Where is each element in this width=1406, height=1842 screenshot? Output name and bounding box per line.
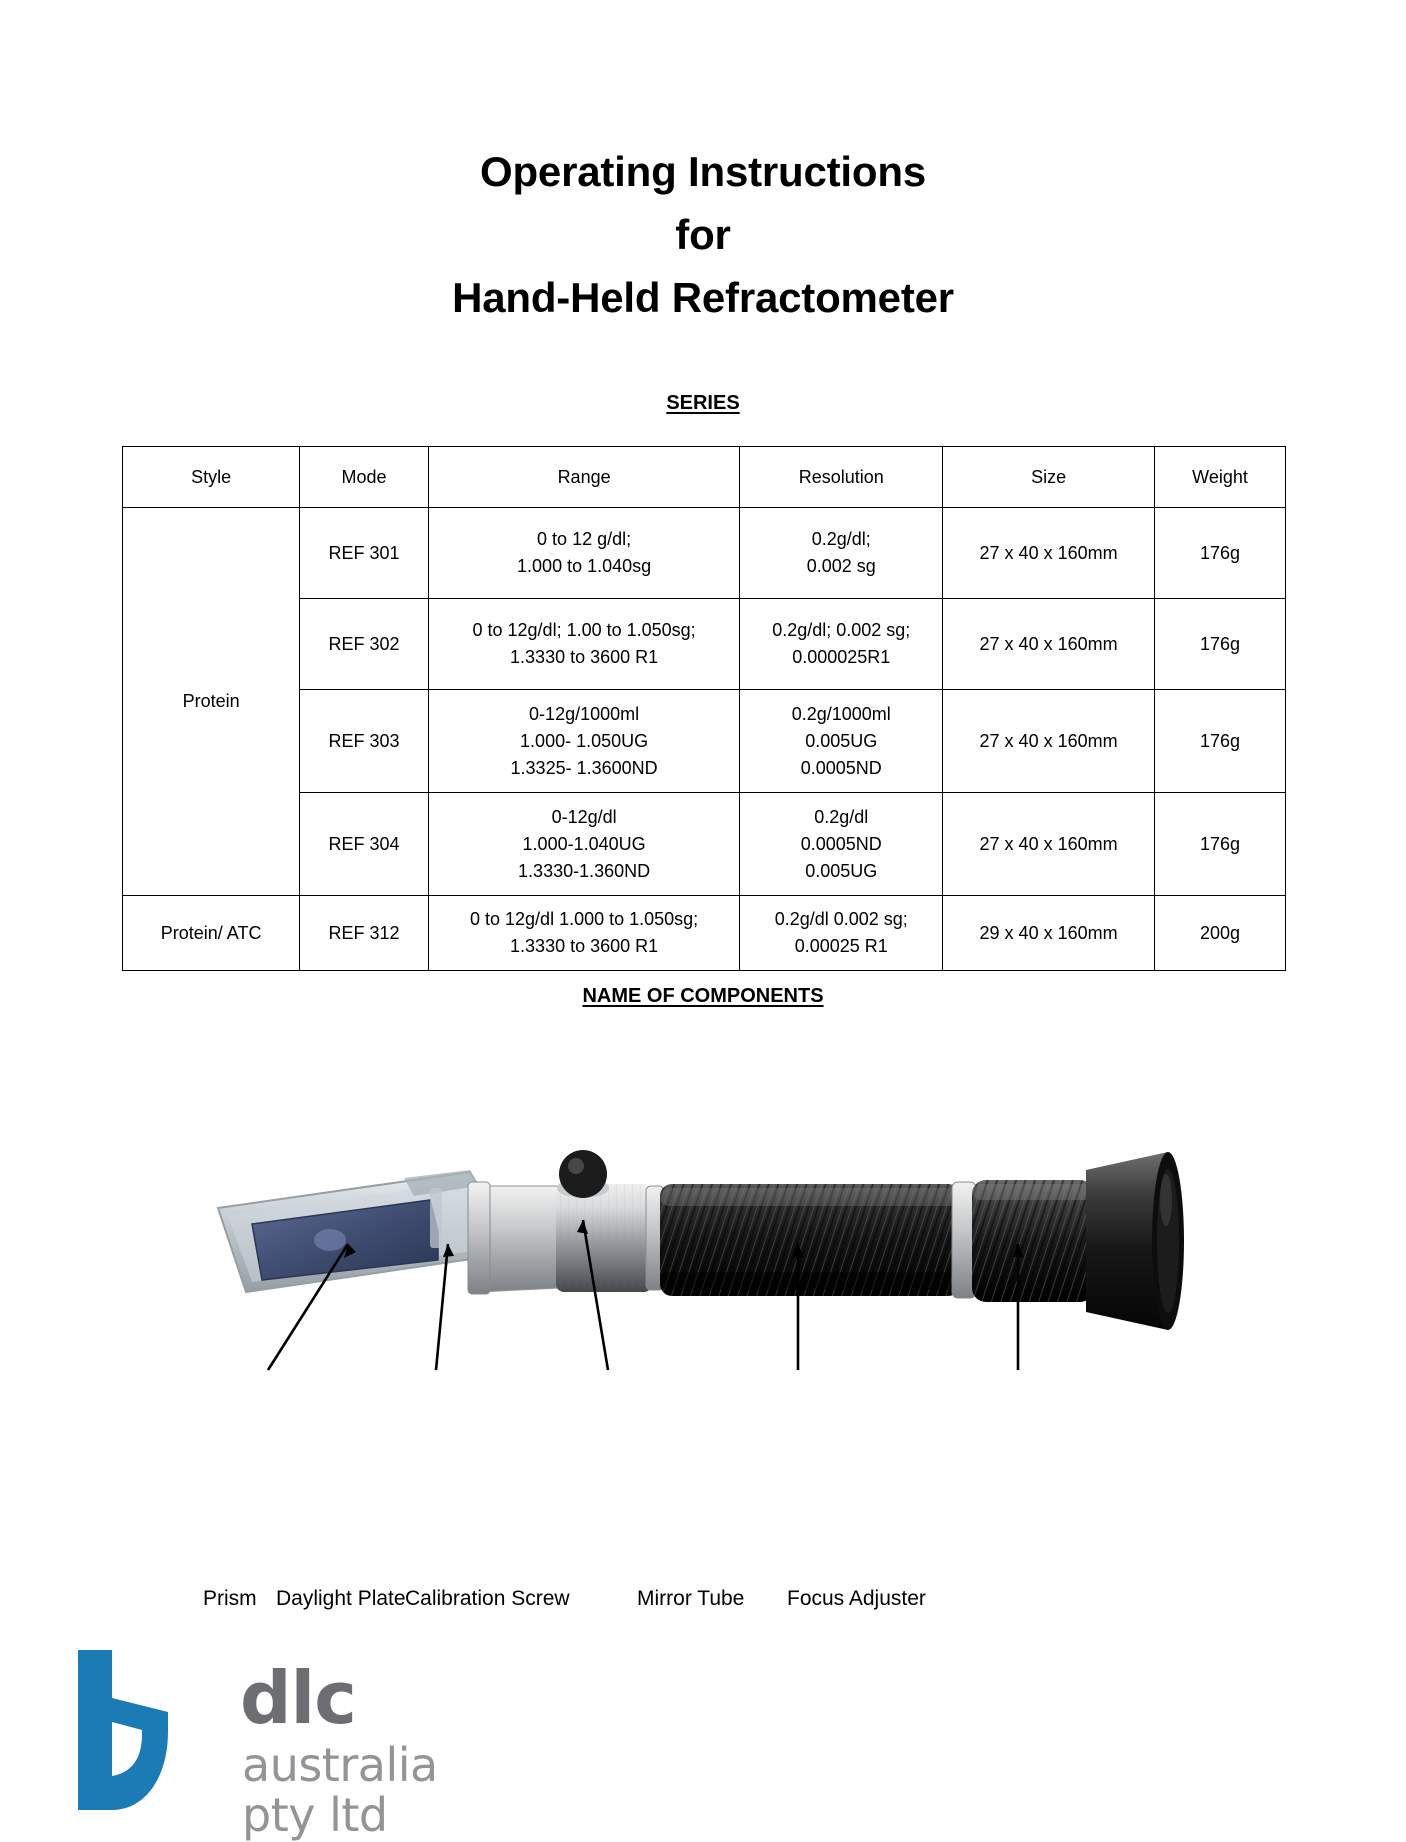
cell-resolution-lines — [744, 804, 938, 885]
refractometer-illustration — [0, 1060, 1406, 1480]
table-header-row — [123, 447, 1286, 508]
range-line: 0-12g/1000ml — [529, 703, 640, 724]
focus-adjuster-group — [972, 1152, 1184, 1330]
calibration-screw-group — [557, 1150, 609, 1198]
cell-mode: REF 304 — [300, 793, 429, 896]
title-line-1: Operating Instructions — [480, 148, 926, 195]
label-mirror-tube: Mirror Tube — [637, 1587, 745, 1610]
cell-resolution — [740, 896, 943, 971]
logo-brand-text: dlc — [240, 1656, 356, 1740]
cell-resolution — [740, 690, 943, 793]
resolution-line: 0.2g/1000ml — [791, 703, 891, 724]
resolution-line: 0.000025R1 — [792, 647, 891, 667]
series-heading — [0, 392, 1406, 415]
resolution-line: 0.005UG — [805, 730, 878, 751]
cell-mode: REF 301 — [300, 508, 429, 599]
range-line: 1.3330 to 3600 R1 — [510, 647, 659, 667]
table-row — [123, 508, 1286, 599]
cell-weight: 176g — [1155, 508, 1286, 599]
cell-weight: 176g — [1155, 690, 1286, 793]
range-line: 0 to 12g/dl 1.000 to 1.050sg; — [470, 909, 699, 929]
resolution-line: 0.002 sg — [806, 556, 876, 576]
cell-size: 29 x 40 x 160mm — [943, 896, 1155, 971]
cell-resolution — [740, 599, 943, 690]
range-line: 1.000-1.040UG — [522, 833, 646, 854]
resolution-line: 0.2g/dl; 0.002 sg; — [772, 620, 911, 640]
cell-resolution — [740, 793, 943, 896]
metal-body-group — [468, 1182, 664, 1294]
col-header-size: Size — [943, 447, 1155, 508]
cell-range-lines — [433, 617, 736, 671]
col-header-range: Range — [428, 447, 740, 508]
mirror-tube-group — [660, 1182, 976, 1298]
cell-range-lines — [433, 526, 736, 580]
col-header-weight: Weight — [1155, 447, 1286, 508]
cell-weight: 176g — [1155, 599, 1286, 690]
cell-resolution-lines — [744, 617, 938, 671]
resolution-line: 0.2g/dl 0.002 sg; — [774, 909, 908, 929]
dlc-logo-mark — [72, 1646, 232, 1816]
range-line: 0 to 12 g/dl; — [537, 529, 632, 549]
resolution-line: 0.00025 R1 — [794, 936, 888, 956]
range-line: 1.3325- 1.3600ND — [510, 757, 658, 778]
cell-range — [428, 690, 740, 793]
title-line-3: Hand-Held Refractometer — [452, 274, 954, 321]
cell-range — [428, 896, 740, 971]
cell-range — [428, 793, 740, 896]
cell-resolution-lines — [744, 906, 938, 960]
cell-size: 27 x 40 x 160mm — [943, 508, 1155, 599]
range-line: 1.3330 to 3600 R1 — [510, 936, 659, 956]
col-header-mode: Mode — [300, 447, 429, 508]
cell-range-lines — [433, 906, 736, 960]
col-header-resolution: Resolution — [740, 447, 943, 508]
cell-range — [428, 599, 740, 690]
range-line: 1.3330-1.360ND — [518, 860, 651, 881]
cell-size: 27 x 40 x 160mm — [943, 599, 1155, 690]
resolution-line: 0.0005ND — [800, 757, 882, 778]
cell-mode: REF 303 — [300, 690, 429, 793]
cell-mode: REF 302 — [300, 599, 429, 690]
components-heading-text: NAME OF COMPONENTS — [582, 985, 824, 1007]
series-spec-table — [122, 446, 1286, 971]
table-row — [123, 896, 1286, 971]
cell-size: 27 x 40 x 160mm — [943, 690, 1155, 793]
label-focus-adjuster: Focus Adjuster — [787, 1587, 926, 1610]
cell-resolution — [740, 508, 943, 599]
cell-weight: 176g — [1155, 793, 1286, 896]
label-calibration-screw: Calibration Screw — [405, 1587, 570, 1610]
cell-mode: REF 312 — [300, 896, 429, 971]
logo-tagline-text: australia pty ltd — [242, 1738, 438, 1842]
cell-style-protein-atc: Protein/ ATC — [123, 896, 300, 971]
resolution-line: 0.005UG — [805, 860, 878, 881]
cell-range-lines — [433, 804, 736, 885]
col-header-style: Style — [123, 447, 300, 508]
daylight-plate-group — [218, 1170, 492, 1292]
title-line-2: for — [675, 211, 731, 258]
series-heading-text: SERIES — [666, 392, 740, 414]
cell-style-protein: Protein — [123, 508, 300, 896]
cell-range — [428, 508, 740, 599]
company-logo — [72, 1640, 512, 1842]
cell-weight: 200g — [1155, 896, 1286, 971]
component-label-row — [0, 1585, 1406, 1617]
cell-range-lines — [433, 701, 736, 782]
range-line: 0-12g/dl — [551, 806, 617, 827]
resolution-line: 0.2g/dl; — [811, 529, 871, 549]
range-line: 0 to 12g/dl; 1.00 to 1.050sg; — [472, 620, 696, 640]
cell-resolution-lines — [744, 701, 938, 782]
cell-resolution-lines — [744, 526, 938, 580]
resolution-line: 0.0005ND — [800, 833, 882, 854]
cell-size: 27 x 40 x 160mm — [943, 793, 1155, 896]
label-daylight-plate: Daylight Plate — [276, 1587, 406, 1610]
document-title — [0, 140, 1406, 329]
label-prism: Prism — [203, 1587, 257, 1610]
resolution-line: 0.2g/dl — [814, 806, 869, 827]
components-heading — [0, 985, 1406, 1008]
range-line: 1.000 to 1.040sg — [517, 556, 652, 576]
range-line: 1.000- 1.050UG — [520, 730, 649, 751]
